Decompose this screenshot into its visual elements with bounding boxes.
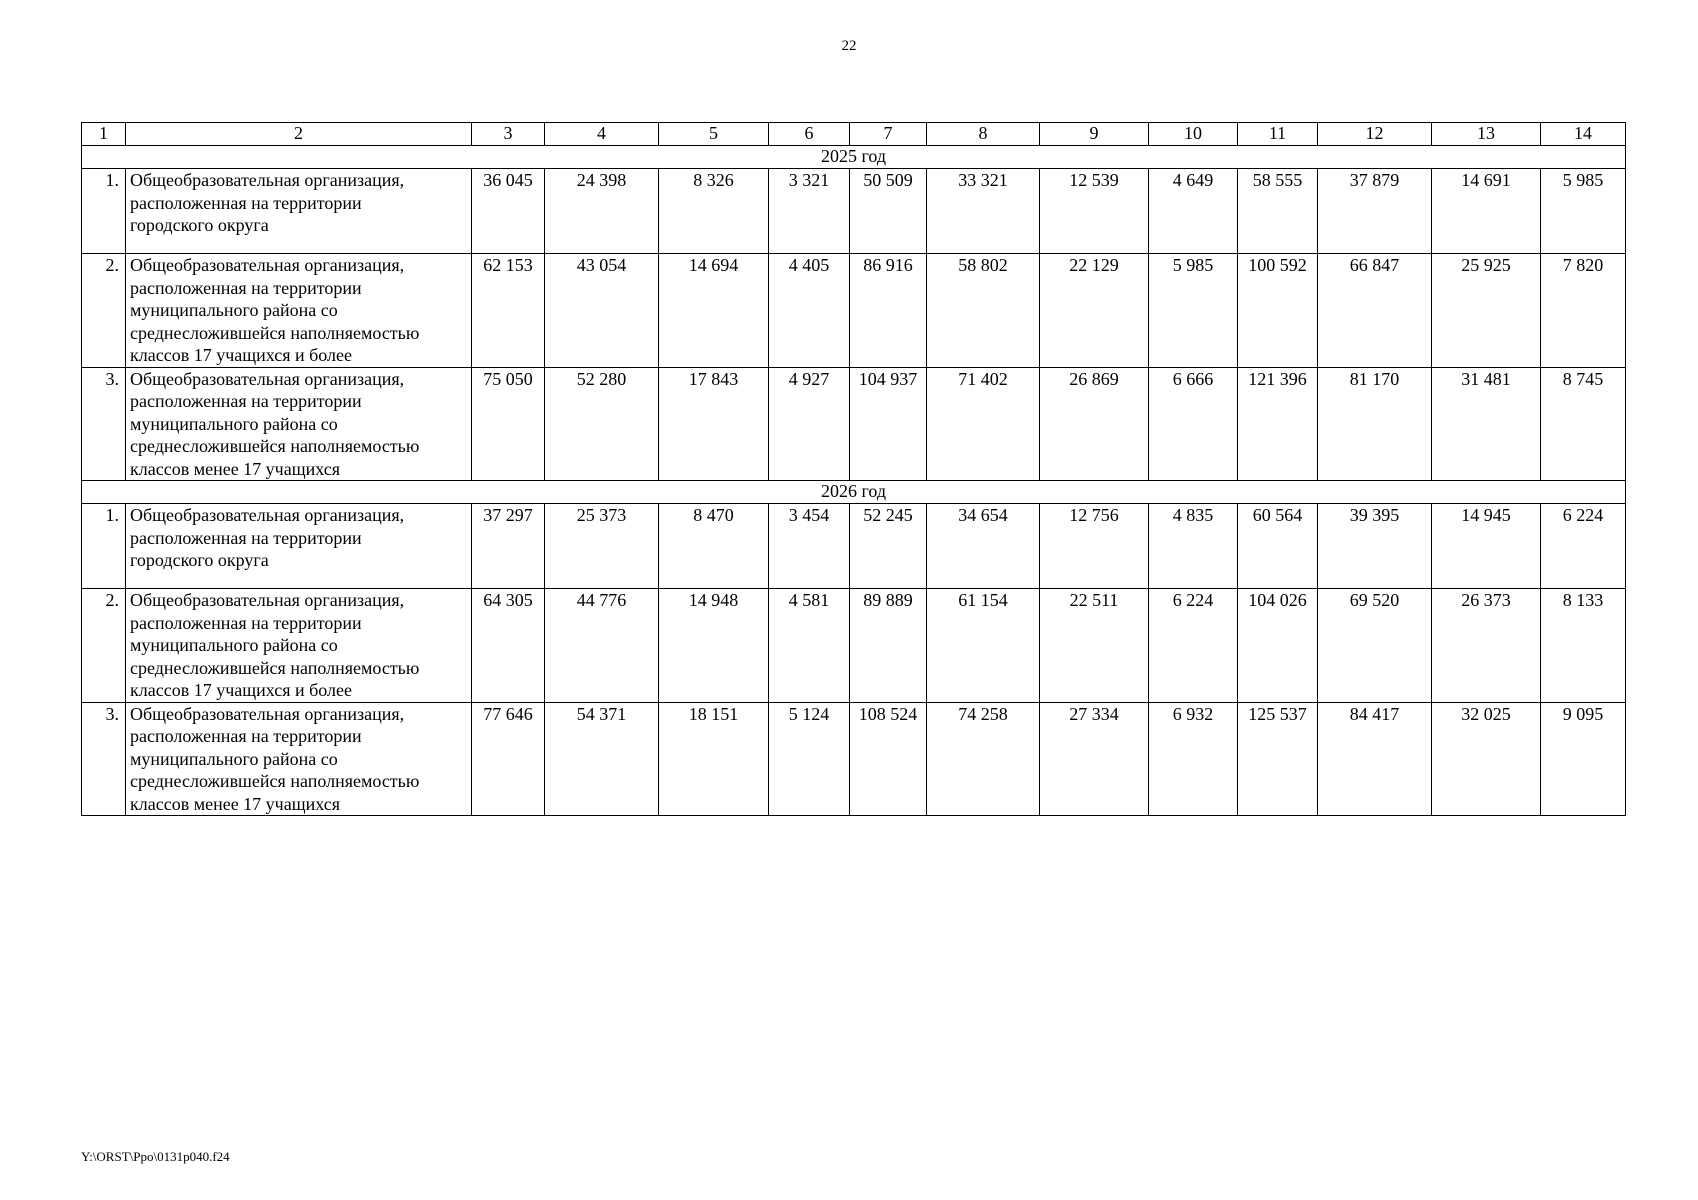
organization-type-line: Общеобразовательная организация, bbox=[130, 505, 405, 525]
value-cell: 4 927 bbox=[769, 367, 850, 481]
organization-type-cell bbox=[126, 589, 472, 703]
organization-type-line: классов 17 учащихся и более bbox=[130, 680, 352, 700]
organization-type-line: среднесложившейся наполняемостью bbox=[130, 771, 420, 791]
value-cell: 14 694 bbox=[659, 254, 769, 368]
value-cell: 22 129 bbox=[1040, 254, 1149, 368]
row-number: 3. bbox=[82, 367, 126, 481]
organization-type-line: расположенная на территории bbox=[130, 192, 362, 213]
year-section-row bbox=[82, 146, 1626, 169]
column-number-header: 14 bbox=[1541, 123, 1626, 146]
value-cell: 39 395 bbox=[1318, 504, 1432, 589]
organization-type-cell bbox=[126, 254, 472, 368]
table-row bbox=[82, 169, 1626, 254]
value-cell: 37 879 bbox=[1318, 169, 1432, 254]
column-number-header: 4 bbox=[545, 123, 659, 146]
value-cell: 8 470 bbox=[659, 504, 769, 589]
organization-type-line: среднесложившейся наполняемостью bbox=[130, 657, 420, 678]
value-cell: 60 564 bbox=[1238, 504, 1318, 589]
organization-type-line: Общеобразовательная организация, bbox=[130, 368, 405, 389]
column-number-header: 11 bbox=[1238, 123, 1318, 146]
organization-type-line: муниципального района со bbox=[130, 635, 338, 655]
value-cell: 69 520 bbox=[1318, 589, 1432, 703]
value-cell: 104 937 bbox=[850, 367, 927, 481]
value-cell: 3 454 bbox=[769, 504, 850, 589]
table-row bbox=[82, 367, 1626, 481]
value-cell: 26 869 bbox=[1040, 367, 1149, 481]
value-cell: 14 948 bbox=[659, 589, 769, 703]
value-cell: 6 932 bbox=[1149, 702, 1238, 816]
page-number: 22 bbox=[841, 38, 857, 54]
value-cell: 25 373 bbox=[545, 504, 659, 589]
value-cell: 7 820 bbox=[1541, 254, 1626, 368]
organization-type-line: среднесложившейся наполняемостью bbox=[130, 322, 420, 343]
column-number-header: 10 bbox=[1149, 123, 1238, 146]
table-row bbox=[82, 504, 1626, 589]
organization-type-line: классов 17 учащихся и более bbox=[130, 345, 352, 365]
column-number-header: 5 bbox=[659, 123, 769, 146]
value-cell: 58 555 bbox=[1238, 169, 1318, 254]
value-cell: 14 691 bbox=[1432, 169, 1541, 254]
value-cell: 5 985 bbox=[1541, 169, 1626, 254]
value-cell: 81 170 bbox=[1318, 367, 1432, 481]
organization-type-line: Общеобразовательная организация, bbox=[130, 255, 405, 275]
value-cell: 27 334 bbox=[1040, 702, 1149, 816]
value-cell: 100 592 bbox=[1238, 254, 1318, 368]
column-number-row bbox=[82, 123, 1626, 146]
value-cell: 32 025 bbox=[1432, 702, 1541, 816]
value-cell: 44 776 bbox=[545, 589, 659, 703]
organization-type-cell bbox=[126, 504, 472, 589]
value-cell: 4 649 bbox=[1149, 169, 1238, 254]
data-table bbox=[81, 122, 1626, 816]
value-cell: 71 402 bbox=[927, 367, 1040, 481]
value-cell: 4 581 bbox=[769, 589, 850, 703]
column-number-header: 6 bbox=[769, 123, 850, 146]
value-cell: 36 045 bbox=[472, 169, 545, 254]
row-number: 2. bbox=[82, 589, 126, 703]
value-cell: 121 396 bbox=[1238, 367, 1318, 481]
value-cell: 58 802 bbox=[927, 254, 1040, 368]
table-row bbox=[82, 254, 1626, 368]
organization-type-line: городского округа bbox=[130, 215, 269, 235]
value-cell: 6 666 bbox=[1149, 367, 1238, 481]
value-cell: 50 509 bbox=[850, 169, 927, 254]
value-cell: 75 050 bbox=[472, 367, 545, 481]
value-cell: 5 985 bbox=[1149, 254, 1238, 368]
organization-type-line: Общеобразовательная организация, bbox=[130, 170, 405, 190]
value-cell: 25 925 bbox=[1432, 254, 1541, 368]
column-number-header: 9 bbox=[1040, 123, 1149, 146]
value-cell: 12 756 bbox=[1040, 504, 1149, 589]
value-cell: 108 524 bbox=[850, 702, 927, 816]
value-cell: 52 280 bbox=[545, 367, 659, 481]
value-cell: 31 481 bbox=[1432, 367, 1541, 481]
column-number-header: 8 bbox=[927, 123, 1040, 146]
value-cell: 77 646 bbox=[472, 702, 545, 816]
organization-type-line: расположенная на территории bbox=[130, 527, 362, 548]
value-cell: 86 916 bbox=[850, 254, 927, 368]
row-number: 3. bbox=[82, 702, 126, 816]
value-cell: 9 095 bbox=[1541, 702, 1626, 816]
value-cell: 6 224 bbox=[1149, 589, 1238, 703]
column-number-header: 2 bbox=[126, 123, 472, 146]
value-cell: 84 417 bbox=[1318, 702, 1432, 816]
organization-type-line: классов менее 17 учащихся bbox=[130, 793, 340, 814]
value-cell: 17 843 bbox=[659, 367, 769, 481]
value-cell: 22 511 bbox=[1040, 589, 1149, 703]
value-cell: 3 321 bbox=[769, 169, 850, 254]
value-cell: 43 054 bbox=[545, 254, 659, 368]
organization-type-line: Общеобразовательная организация, bbox=[130, 590, 405, 610]
column-number-header: 1 bbox=[82, 123, 126, 146]
column-number-header: 12 bbox=[1318, 123, 1432, 146]
value-cell: 8 133 bbox=[1541, 589, 1626, 703]
row-number: 1. bbox=[82, 169, 126, 254]
value-cell: 54 371 bbox=[545, 702, 659, 816]
organization-type-cell bbox=[126, 367, 472, 481]
value-cell: 37 297 bbox=[472, 504, 545, 589]
organization-type-line: расположенная на территории bbox=[130, 612, 362, 633]
value-cell: 26 373 bbox=[1432, 589, 1541, 703]
organization-type-line: муниципального района со bbox=[130, 748, 338, 769]
organization-type-line: среднесложившейся наполняемостью bbox=[130, 436, 420, 456]
organization-type-line: расположенная на территории bbox=[130, 391, 362, 411]
value-cell: 66 847 bbox=[1318, 254, 1432, 368]
value-cell: 52 245 bbox=[850, 504, 927, 589]
organization-type-cell bbox=[126, 702, 472, 816]
organization-type-line: Общеобразовательная организация, bbox=[130, 703, 405, 724]
year-section-label: 2026 год bbox=[82, 481, 1626, 504]
row-number: 2. bbox=[82, 254, 126, 368]
value-cell: 104 026 bbox=[1238, 589, 1318, 703]
organization-type-line: расположенная на территории bbox=[130, 726, 362, 746]
value-cell: 89 889 bbox=[850, 589, 927, 703]
value-cell: 12 539 bbox=[1040, 169, 1149, 254]
value-cell: 34 654 bbox=[927, 504, 1040, 589]
value-cell: 18 151 bbox=[659, 702, 769, 816]
year-section-label: 2025 год bbox=[82, 146, 1626, 169]
column-number-header: 3 bbox=[472, 123, 545, 146]
organization-type-line: классов менее 17 учащихся bbox=[130, 458, 340, 479]
organization-type-line: расположенная на территории bbox=[130, 277, 362, 298]
table-row bbox=[82, 702, 1626, 816]
footer-file-path: Y:\ORST\Ppo\0131p040.f24 bbox=[81, 1149, 230, 1164]
value-cell: 4 835 bbox=[1149, 504, 1238, 589]
value-cell: 4 405 bbox=[769, 254, 850, 368]
organization-type-line: городского округа bbox=[130, 550, 269, 570]
organization-type-line: муниципального района со bbox=[130, 413, 338, 434]
value-cell: 8 745 bbox=[1541, 367, 1626, 481]
organization-type-line: муниципального района со bbox=[130, 300, 338, 320]
value-cell: 33 321 bbox=[927, 169, 1040, 254]
year-section-row bbox=[82, 481, 1626, 504]
value-cell: 24 398 bbox=[545, 169, 659, 254]
value-cell: 6 224 bbox=[1541, 504, 1626, 589]
value-cell: 8 326 bbox=[659, 169, 769, 254]
value-cell: 125 537 bbox=[1238, 702, 1318, 816]
value-cell: 62 153 bbox=[472, 254, 545, 368]
column-number-header: 7 bbox=[850, 123, 927, 146]
value-cell: 74 258 bbox=[927, 702, 1040, 816]
value-cell: 64 305 bbox=[472, 589, 545, 703]
row-number: 1. bbox=[82, 504, 126, 589]
value-cell: 61 154 bbox=[927, 589, 1040, 703]
column-number-header: 13 bbox=[1432, 123, 1541, 146]
value-cell: 5 124 bbox=[769, 702, 850, 816]
organization-type-cell bbox=[126, 169, 472, 254]
value-cell: 14 945 bbox=[1432, 504, 1541, 589]
table-row bbox=[82, 589, 1626, 703]
